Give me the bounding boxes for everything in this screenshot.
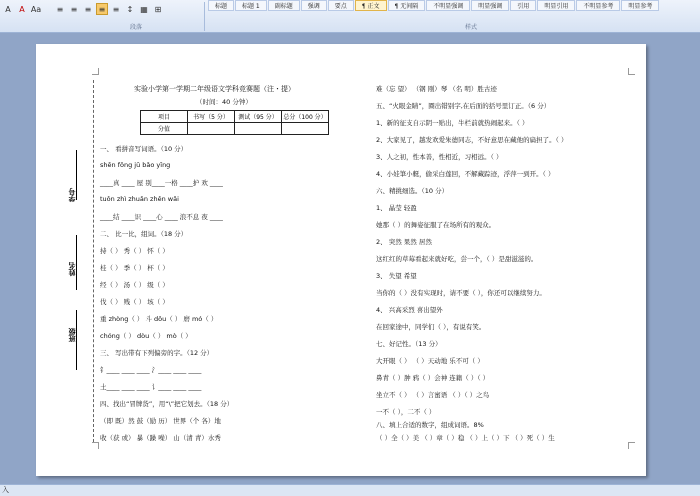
right-line: 坐立不（ ） （ ）言蜜语 （ ）（ ）之鸟 [376,391,490,399]
change-case-icon[interactable]: Aa [30,4,42,14]
align-right-icon[interactable]: ≡ [84,4,92,14]
table-cell[interactable] [282,123,329,135]
left-line: tuǒn zhì zhuǎn zhěn wǎi [100,195,179,203]
crop-mark [628,68,635,75]
table-cell: 项目 [141,111,188,123]
school-label: 学号 [68,188,76,202]
right-line: 大开眼（ ） （ ）天动地 乐不可（ ） [376,357,484,365]
name-label: 姓名 [68,262,76,276]
style-emphasis[interactable]: 强调 [301,0,327,11]
right-line: 在回家途中，同学们（ ），有说有笑。 [376,323,486,331]
left-line: （即 既）然 鼓（励 历） 世界（个 各）地 [100,417,221,425]
align-center-icon[interactable]: ≡ [70,4,78,14]
style-quote[interactable]: 引用 [510,0,536,11]
right-line: 这红红的草莓看起来就好吃，尝一个，（ ）是甜滋滋的。 [376,255,538,263]
right-line: 4、 兴高采烈 喜出望外 [376,306,443,314]
borders-icon[interactable]: ⊞ [154,4,162,14]
ribbon [0,0,700,33]
status-bar [0,484,700,496]
right-line: 1、 晶莹 轻盈 [376,204,417,212]
style-subtle-emphasis[interactable]: 不明显强调 [426,0,470,11]
binding-line [93,80,94,442]
style-title[interactable]: 标题 [208,0,234,11]
right-line: 难（忘 望） （钢 刚）琴 （名 明）胜古迹 [376,85,497,93]
left-line: 持（ ） 秀（ ） 怀（ ） [100,247,169,255]
style-strong[interactable]: 要点 [328,0,354,11]
ribbon-separator [204,2,205,31]
doc-title: 实验小学第一学期二年级语文学科竞赛题（注・提） [134,85,295,93]
styles-group-label: 样式 [465,24,478,31]
style-heading1[interactable]: 标题 1 [235,0,267,11]
table-cell: 分值 [141,123,188,135]
right-line: 4、小娃筆小艇，偷采白莲回，不解藏踪迹，浮萍一到开。（ ） [376,170,555,178]
highlight-icon[interactable]: A [5,4,11,14]
distribute-icon[interactable]: ≡ [112,4,120,14]
right-line: 七、好记性。（13 分） [376,340,442,348]
left-line: 重 zhòng（ ） 斗 dǒu（ ） 磨 mó（ ） [100,315,218,323]
right-line: 一不（ ），二不（ ） [376,408,436,416]
crop-mark [92,442,99,449]
left-line: 一、 看拼音写词语。（10 分） [100,145,188,153]
left-line: shēn fǒng jū bǎo yīng [100,161,171,169]
left-line: 三、 写出带有下列偏旁的字。（12 分） [100,349,214,357]
right-line: 六、精挑细选。（10 分） [376,187,449,195]
table-cell: 书写（5 分） [188,111,235,123]
right-line: 2、 突然 果然 居然 [376,238,432,246]
line-spacing-icon[interactable]: ↕ [126,4,134,14]
left-line: 四、找出“冒牌货”，用“\”把它划去。（18 分） [100,400,234,408]
right-line: 八、填上合适的数字，组成词语。8% [376,421,484,429]
right-line: 她那（ ）的舞姿征服了在场所有的观众。 [376,221,496,229]
right-line: 1、新的征支自示阴一贴出，牛栏前就热闹起来。（ ） [376,119,529,127]
table-cell: 测试（95 分） [235,111,282,123]
paragraph-group-label: 段落 [130,24,143,31]
font-color-icon[interactable]: A [19,4,25,14]
left-line: 二、 比一比，组词。（18 分） [100,230,188,238]
align-left-icon[interactable]: ≡ [56,4,64,14]
right-line: 2、大家见了，越发欢爱朱德同志，不好意思在藏他的扁担了。（ ） [376,136,568,144]
style-no-spacing[interactable]: ¶ 无间隔 [388,0,426,11]
justify-icon[interactable]: ≡ [96,3,108,15]
right-line: 当你的（ ）没有实现时，请不要（ ），你还可以继续努力。 [376,289,546,297]
style-subtitle[interactable]: 副标题 [268,0,300,11]
left-line: ____真 ____ 屋 别____一格 ____护 欢 ____ [100,179,223,187]
style-subtle-reference[interactable]: 不明显参考 [576,0,620,11]
shading-icon[interactable]: ▦ [140,4,148,14]
table-cell[interactable] [188,123,235,135]
score-table [140,110,329,135]
right-line: 3、 失望 希望 [376,272,417,280]
left-line: 桂（ ） 季（ ） 杯（ ） [100,264,169,272]
right-line: 五、“火眼金睛”，圈出错别字,在后面的括号里订正。（6 分） [376,102,551,110]
left-line: 收（获 或） 暴（躁 噪） 山（清 青）水秀 [100,434,221,442]
doc-time: （时间：40 分钟） [196,98,252,106]
table-cell[interactable] [235,123,282,135]
document-page[interactable] [36,44,646,476]
crop-mark [92,68,99,75]
left-line: 伐（ ） 贱（ ） 垓（ ） [100,298,169,306]
style-intense-quote[interactable]: 明显引用 [537,0,575,11]
right-line: 3、人之初，性本善，性相近，习相远。（ ） [376,153,503,161]
left-line: ____结 ____识 ____心 ____ 浪不息 夜 ____ [100,213,223,221]
status-text: 入 [2,486,9,494]
table-cell: 总分（100 分） [282,111,329,123]
style-normal[interactable]: ¶ 正文 [355,0,387,11]
left-line: 钅____ ____ ____ 氵____ ____ ____ [100,366,202,374]
style-intense-emphasis[interactable]: 明显强调 [471,0,509,11]
class-label: 班级 [68,328,76,342]
right-line: （ ）全（ ）美 （ ）章（ ）稳 （ ）上（ ）下 （ ）死（ ）生 [376,434,555,442]
style-intense-reference[interactable]: 明显参考 [621,0,659,11]
format-toolbar [0,0,164,18]
styles-gallery [208,0,660,11]
left-line: 土____ ____ ____ 讠____ ____ ____ [100,383,202,391]
crop-mark [628,442,635,449]
right-line: 鼻青（ ）肿 鸦（ ）会神 连籍（ ）（ ） [376,374,490,382]
left-line: 经（ ） 汤（ ） 级（ ） [100,281,169,289]
left-line: chóng（ ） dòu（ ） mò（ ） [100,332,192,340]
